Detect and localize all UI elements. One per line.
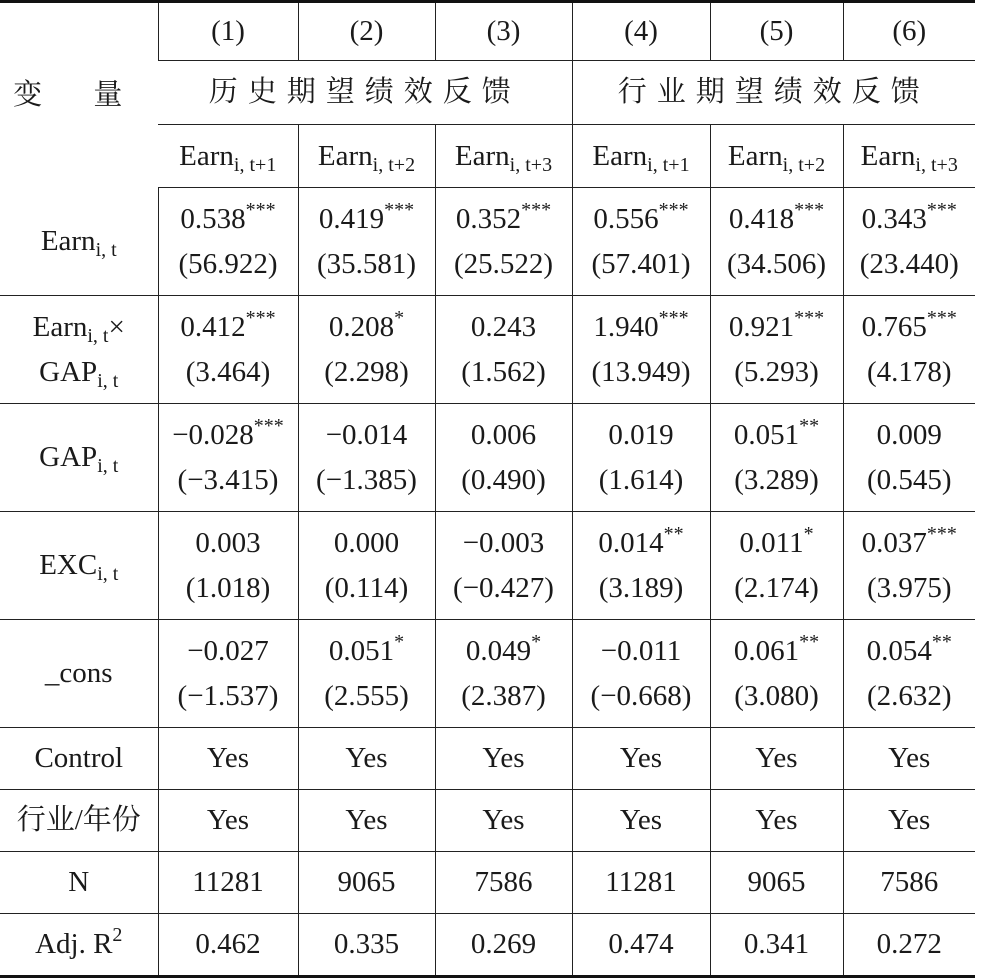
t-stat: (2.555) <box>324 679 409 712</box>
t-stat: (3.080) <box>734 679 819 712</box>
dep-var-4 <box>572 125 710 188</box>
dep-var-sub: i, t+1 <box>647 153 690 176</box>
dep-var-base: Earn <box>317 139 373 172</box>
dep-var-sub: i, t+3 <box>509 153 553 176</box>
coef: 0.037*** <box>861 522 957 559</box>
t-stat: (13.949) <box>591 355 691 388</box>
row-label-earn-gap: Earn$_{i, t}$× $GAP_{i, t}$ <box>0 296 158 404</box>
cell: 11281 <box>158 852 298 914</box>
cell <box>298 404 435 512</box>
model-number-6: (6) <box>843 2 975 61</box>
cell <box>710 188 843 296</box>
cell <box>158 188 298 296</box>
cell <box>843 620 975 728</box>
cell: 0.341 <box>710 914 843 977</box>
cell: Yes <box>710 790 843 852</box>
cell <box>158 404 298 512</box>
cell: 7586 <box>843 852 975 914</box>
cell: 0.474 <box>572 914 710 977</box>
coef: 0.009 <box>876 418 942 451</box>
row-label-exc: $EXC_{i, t}$ <box>0 512 158 620</box>
coef: −0.014 <box>325 418 408 451</box>
coef: −0.011 <box>600 634 682 667</box>
cell <box>158 512 298 620</box>
t-stat: (4.178) <box>866 355 952 388</box>
coef: 0.000 <box>333 526 400 559</box>
cell <box>435 404 572 512</box>
group-industry <box>572 61 975 125</box>
t-stat: (2.387) <box>461 679 546 712</box>
cell: Yes <box>572 728 710 790</box>
coef: 0.412*** <box>180 306 276 343</box>
coef: −0.027 <box>187 634 269 667</box>
dep-var-base: Earn <box>860 139 916 172</box>
cell <box>843 404 975 512</box>
cell: Yes <box>843 790 975 852</box>
coef: 0.019 <box>608 418 674 451</box>
variable-header <box>0 2 158 188</box>
row-label-n: N <box>0 852 158 914</box>
cell: Yes <box>572 790 710 852</box>
dep-var-sub: i, t+3 <box>915 153 958 176</box>
coef: 0.343*** <box>861 198 957 235</box>
t-stat: (0.545) <box>866 463 952 496</box>
row-exc <box>0 512 975 620</box>
cell <box>298 512 435 620</box>
row-label-earn: Earn$_{i, t}$ <box>0 188 158 296</box>
coef: 0.054** <box>866 630 952 667</box>
cell <box>298 296 435 404</box>
dep-var-base: Earn <box>179 139 234 172</box>
coef: 0.556*** <box>593 198 689 235</box>
coef: 0.014** <box>598 522 684 559</box>
cell <box>710 620 843 728</box>
cell: Yes <box>158 790 298 852</box>
model-number-3: (3) <box>435 2 572 61</box>
dep-var-3 <box>435 125 572 188</box>
coef: 0.418*** <box>728 198 825 235</box>
dep-var-sub: i, t+2 <box>782 153 826 176</box>
cell: Yes <box>710 728 843 790</box>
dep-var-base: Earn <box>454 139 510 172</box>
model-number-2: (2) <box>298 2 435 61</box>
t-stat: (3.464) <box>185 355 271 388</box>
t-stat: (34.506) <box>726 247 827 280</box>
cell <box>435 188 572 296</box>
dep-var-sub: i, t+1 <box>233 153 277 176</box>
cell <box>298 188 435 296</box>
dep-var-base: Earn <box>592 139 648 172</box>
cell: Yes <box>158 728 298 790</box>
dep-var-5 <box>710 125 843 188</box>
t-stat: (−3.415) <box>177 463 279 496</box>
cell <box>158 620 298 728</box>
coef: 0.061** <box>733 630 820 667</box>
model-number-5: (5) <box>710 2 843 61</box>
cell <box>435 512 572 620</box>
cell: Yes <box>435 728 572 790</box>
dep-var-2 <box>298 125 435 188</box>
cell <box>843 512 975 620</box>
coef: 0.049* <box>465 630 542 667</box>
row-n <box>0 852 975 914</box>
cell: Yes <box>298 728 435 790</box>
t-stat: (−1.385) <box>316 463 417 496</box>
dep-var-base: Earn <box>727 139 783 172</box>
cell: 7586 <box>435 852 572 914</box>
t-stat: (3.289) <box>734 463 819 496</box>
cell: 11281 <box>572 852 710 914</box>
cell: 0.272 <box>843 914 975 977</box>
coef: 0.352*** <box>455 198 552 235</box>
t-stat: (1.018) <box>185 571 271 604</box>
row-fixed-effects <box>0 790 975 852</box>
coef: 0.419*** <box>318 198 415 235</box>
t-stat: (0.114) <box>324 571 409 604</box>
row-adj-r2 <box>0 914 975 977</box>
coef: 0.243 <box>470 310 537 343</box>
cell <box>435 296 572 404</box>
cell: Yes <box>843 728 975 790</box>
dep-var-1 <box>158 125 298 188</box>
t-stat: (2.174) <box>734 571 819 604</box>
t-stat: (3.975) <box>866 571 952 604</box>
cell: 0.462 <box>158 914 298 977</box>
row-label-control: Control <box>0 728 158 790</box>
row-cons <box>0 620 975 728</box>
variable-header-label: 变 量 <box>13 78 145 111</box>
row-label-gap: $GAP_{i, t}$ <box>0 404 158 512</box>
coef: 0.051** <box>733 414 820 451</box>
cell <box>298 620 435 728</box>
t-stat: (5.293) <box>734 355 819 388</box>
cell <box>572 620 710 728</box>
t-stat: (23.440) <box>859 247 959 280</box>
cell <box>710 512 843 620</box>
row-gap <box>0 404 975 512</box>
cell <box>710 404 843 512</box>
t-stat: (57.401) <box>591 247 691 280</box>
cell: 0.335 <box>298 914 435 977</box>
model-number-4: (4) <box>572 2 710 61</box>
t-stat: (2.298) <box>324 355 409 388</box>
cell: 9065 <box>298 852 435 914</box>
group-industry-label: 行业期望绩效反馈 <box>617 76 930 109</box>
row-earn <box>0 188 975 296</box>
cell <box>843 188 975 296</box>
row-control <box>0 728 975 790</box>
dep-var-6 <box>843 125 975 188</box>
group-historical <box>158 61 572 125</box>
cell: Yes <box>298 790 435 852</box>
cell <box>843 296 975 404</box>
t-stat: (−0.668) <box>590 679 692 712</box>
coef: 0.003 <box>195 526 261 559</box>
coef: 0.538*** <box>180 198 276 235</box>
t-stat: (−1.537) <box>177 679 279 712</box>
t-stat: (56.922) <box>178 247 278 280</box>
cell: 0.269 <box>435 914 572 977</box>
dep-var-sub: i, t+2 <box>372 153 416 176</box>
coef: −0.028*** <box>172 414 284 451</box>
coef: 1.940*** <box>593 306 689 343</box>
coef: −0.003 <box>462 526 545 559</box>
coef: 0.051* <box>328 630 405 667</box>
coef: 0.011* <box>739 522 814 559</box>
cell <box>572 404 710 512</box>
cell <box>572 296 710 404</box>
t-stat: (1.562) <box>461 355 546 388</box>
t-stat: (35.581) <box>316 247 417 280</box>
coef: 0.765*** <box>861 306 957 343</box>
cell <box>572 512 710 620</box>
row-earn-gap <box>0 296 975 404</box>
coef: 0.921*** <box>728 306 825 343</box>
group-historical-label: 历史期望绩效反馈 <box>208 76 521 109</box>
t-stat: (25.522) <box>453 247 554 280</box>
t-stat: (3.189) <box>598 571 684 604</box>
cell <box>435 620 572 728</box>
row-label-fixed-effects: 行业/年份 <box>0 790 158 852</box>
coef: 0.208* <box>328 306 405 343</box>
model-number-1: (1) <box>158 2 298 61</box>
cell: Yes <box>435 790 572 852</box>
t-stat: (−0.427) <box>453 571 554 604</box>
row-label-cons: _cons <box>0 620 158 728</box>
coef: 0.006 <box>470 418 537 451</box>
t-stat: (0.490) <box>461 463 546 496</box>
t-stat: (1.614) <box>598 463 684 496</box>
cell: 9065 <box>710 852 843 914</box>
t-stat: (2.632) <box>866 679 952 712</box>
cell <box>572 188 710 296</box>
cell <box>158 296 298 404</box>
cell <box>710 296 843 404</box>
row-label-adj-r2: Adj. $R^2$ <box>0 914 158 977</box>
